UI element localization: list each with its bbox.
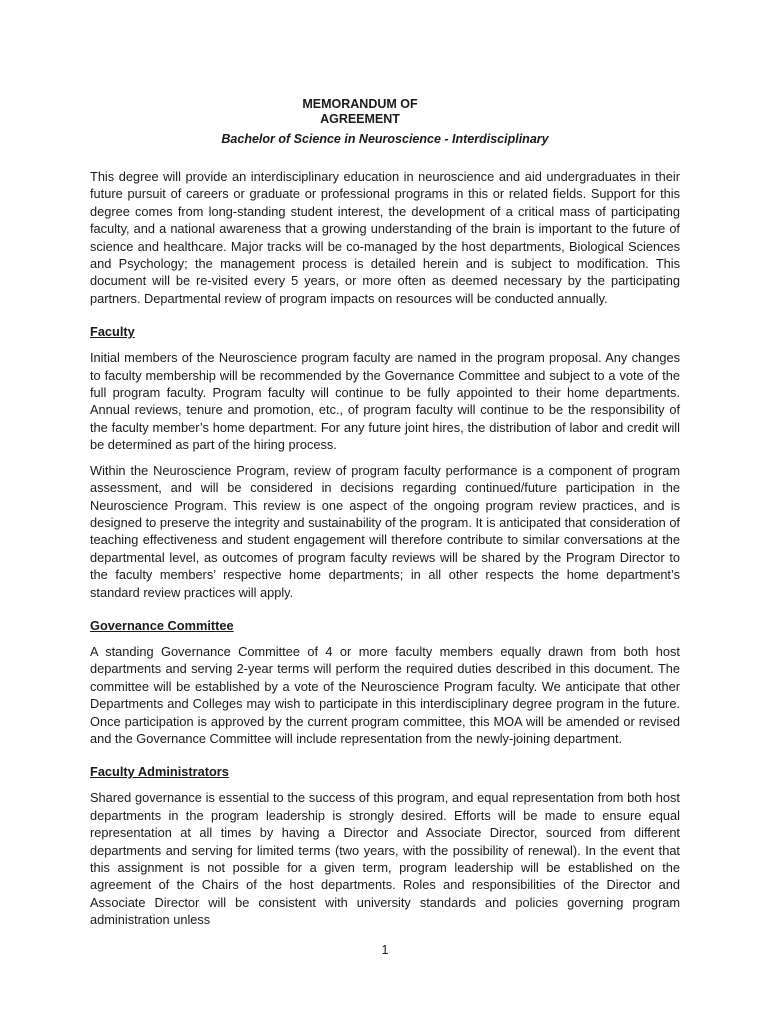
section-heading-faculty: Faculty bbox=[90, 324, 135, 340]
title-line-2: AGREEMENT bbox=[320, 112, 400, 126]
governance-paragraph-1: A standing Governance Committee of 4 or more faculty members equally drawn from both host departments and serving 2-year terms will perform the required duties described in this document. The committee will be established by a vote of the Neuroscience Program faculty. We anticipate that other Departments and Colleges may wish to participate in this interdisciplinary degree program in the future. Once participation is approved by the current program committee, this MOA will be amended or revised and the Governance Committee will include representation from the newly-joining department. bbox=[90, 643, 680, 746]
section-heading-faculty-administrators: Faculty Administrators bbox=[90, 764, 229, 780]
section-heading-governance-committee: Governance Committee bbox=[90, 617, 234, 633]
faculty-paragraph-1: Initial members of the Neuroscience program faculty are named in the program proposal. Any changes to faculty membership will be recommended by the Governance Committee and subject to a vote of the full program faculty. Program faculty will continue to be fully appointed to their home departments. Annual reviews, tenure and promotion, etc., of program faculty will continue to be the responsibility of the faculty member’s home department. For any future joint hires, the distribution of labor and credit will be determined as part of the hiring process. bbox=[90, 350, 680, 453]
document-body bbox=[90, 97, 680, 929]
faculty-paragraph-2: Within the Neuroscience Program, review of program faculty performance is a component of program assessment, and will be considered in decisions regarding continued/future participation in the Neuroscience Program. This review is one aspect of the ongoing program review practices, and is designed to preserve the integrity and sustainability of the program. It is anticipated that consideration of teaching effectiveness and student engagement will therefore contribute to similar conversations at the departmental level, as outcomes of program faculty reviews will be shared by the Program Director to the faculty members’ respective home departments; in all other respects the home department’s standard review practices will apply. bbox=[90, 462, 680, 600]
administrators-paragraph-1: Shared governance is essential to the success of this program, and equal representation from both host departments in the program leadership is strongly desired. Efforts will be made to ensure equal representation at all times by having a Director and Associate Director, sourced from different departments and serving for limited terms (two years, with the possibility of renewal). In the event that this assignment is not possible for a given term, program leadership will be established on the agreement of the Chairs of the host departments. Roles and responsibilities of the Director and Associate Director will be consistent with university standards and policies governing program administration unless bbox=[90, 790, 680, 928]
intro-paragraph: This degree will provide an interdisciplinary education in neuroscience and aid undergraduates in their future pursuit of careers or graduate or professional programs in this or related fields. Support for this degree comes from long-standing student interest, the development of a critical mass of participating faculty, and a national awareness that a growing understanding of the brain is important to the future of science and healthcare. Major tracks will be co-managed by the host departments, Biological Sciences and Psychology; the management process is detailed herein and is subject to modification. This document will be re-visited every 5 years, or more often as deemed necessary by the participating partners. Departmental review of program impacts on resources will be conducted annually. bbox=[90, 169, 680, 306]
title-line-1: MEMORANDUM OF bbox=[302, 97, 418, 111]
page-number: 1 bbox=[381, 943, 389, 957]
document-title bbox=[90, 97, 680, 127]
document-subtitle: Bachelor of Science in Neuroscience - Interdisciplinary bbox=[221, 132, 549, 146]
